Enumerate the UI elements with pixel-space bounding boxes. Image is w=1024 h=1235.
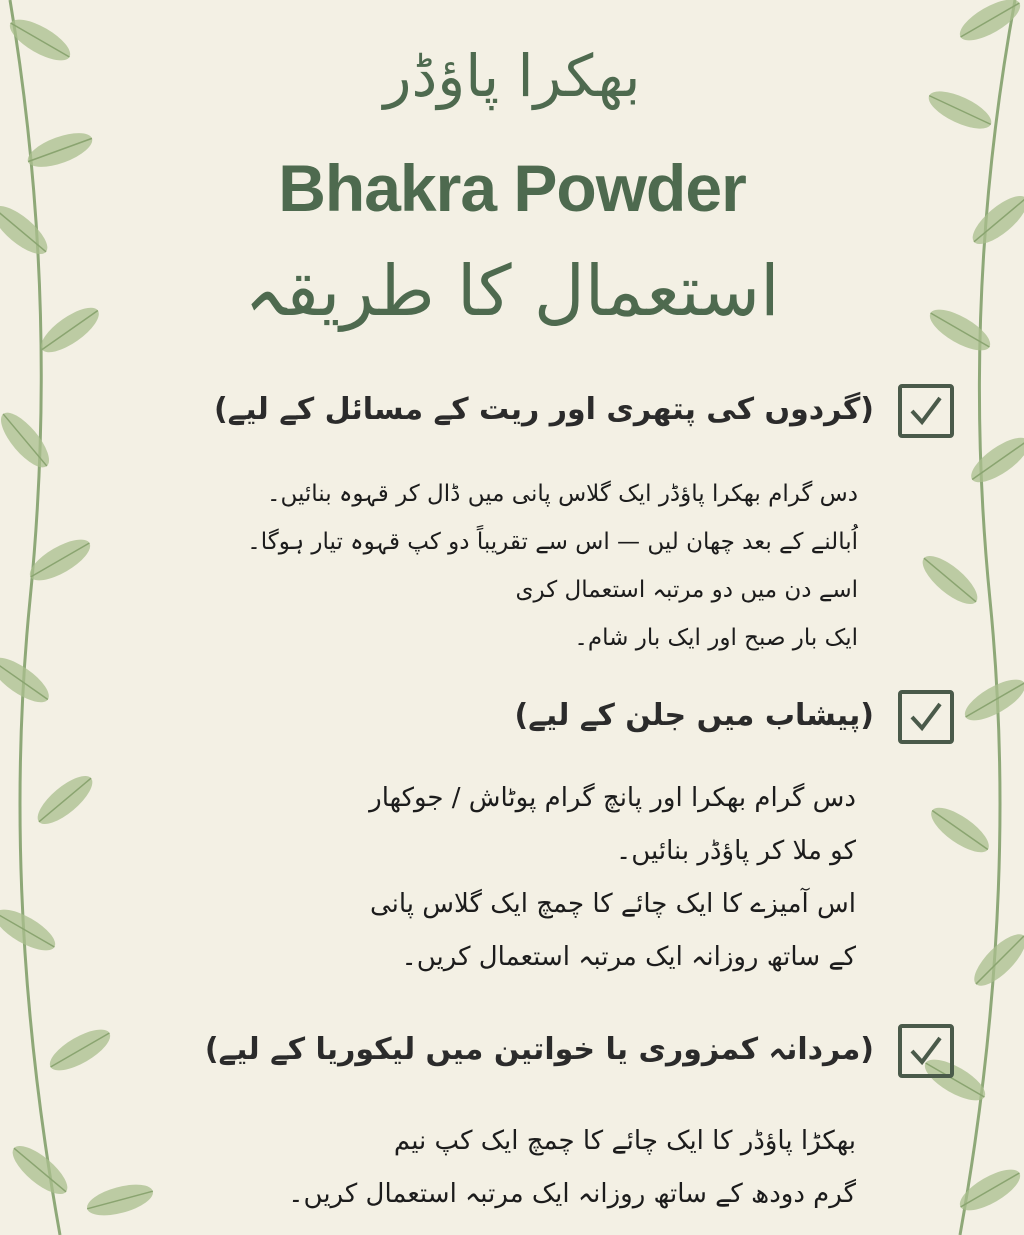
instruction-line: ایک بار صبح اور ایک بار شام۔	[574, 625, 858, 651]
section-heading-kidney-stones: (گردوں کی پتھری اور ریت کے مسائل کے لیے)	[213, 392, 874, 427]
instruction-line: اُبالنے کے بعد چھان لیں — اس سے تقریباً دو کپ قہوہ تیار ہوگا۔	[247, 529, 858, 555]
title-urdu: بھکرا پاؤڈر	[383, 42, 641, 110]
section-heading-weakness-leucorrhea: (مردانہ کمزوری یا خواتین میں لیکوریا کے لیے)	[204, 1032, 874, 1067]
instruction-line: دس گرام بھکرا پاؤڈر ایک گلاس پانی میں ڈال کر قہوہ بنائیں۔	[266, 481, 858, 507]
subtitle-urdu: استعمال کا طریقہ	[244, 250, 780, 332]
instruction-line: اس آمیزے کا ایک چائے کا چمچ ایک گلاس پانی	[369, 889, 856, 919]
instruction-line: دس گرام بھکرا اور پانچ گرام پوٹاش / جوکھار	[369, 783, 856, 813]
section-body-weakness-leucorrhea	[288, 1115, 856, 1221]
instruction-line: کو ملا کر پاؤڈر بنائیں۔	[616, 836, 856, 866]
instruction-line: اسے دن میں دو مرتبہ استعمال کری	[515, 577, 858, 603]
instruction-line: کے ساتھ روزانہ ایک مرتبہ استعمال کریں۔	[401, 942, 856, 972]
section-heading-urinary-burning: (پیشاب میں جلن کے لیے)	[514, 698, 874, 733]
title-english: Bhakra Powder	[278, 151, 746, 225]
instruction-line: گرم دودھ کے ساتھ روزانہ ایک مرتبہ استعمال کریں۔	[288, 1179, 856, 1209]
checkbox-checked-icon	[898, 384, 954, 438]
instruction-line: بھکڑا پاؤڈر کا ایک چائے کا چمچ ایک کپ نیم	[393, 1126, 856, 1156]
checkbox-checked-icon	[898, 690, 954, 744]
section-body-kidney-stones	[247, 470, 858, 662]
section-body-urinary-burning	[369, 772, 856, 984]
checkbox-checked-icon	[898, 1024, 954, 1078]
